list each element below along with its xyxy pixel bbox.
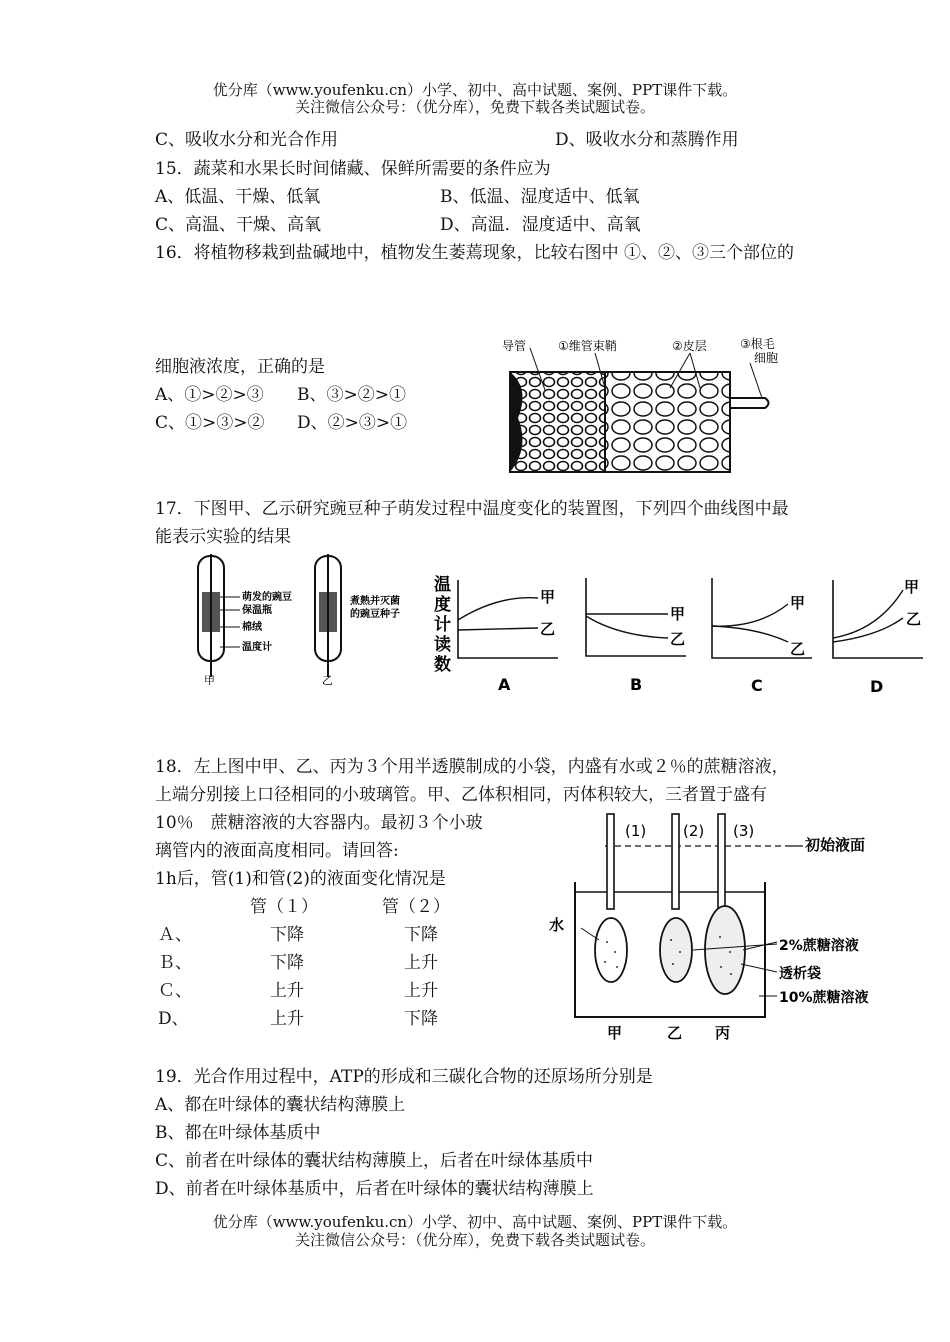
q18-row-a-tube2: 下降 xyxy=(404,925,438,945)
q16-option-d: D、②>③>① xyxy=(297,413,408,433)
temperature-curves-figure xyxy=(428,570,928,700)
label-duct: 导管 xyxy=(502,339,527,353)
graph-d-jia: 甲 xyxy=(904,578,920,596)
q18-row-d-tube1: 上升 xyxy=(270,1009,304,1029)
curve-d-yi xyxy=(833,618,903,642)
label-thermos: 保温瓶 xyxy=(242,605,272,616)
header-line-1: 优分库（www.youfenku.cn）小学、初中、高中试题、案例、PPT课件下载。 xyxy=(212,81,738,99)
root-hair xyxy=(730,398,769,408)
curve-c-jia xyxy=(712,604,788,626)
bag-bing xyxy=(705,906,745,994)
label-bag-bing: 丙 xyxy=(715,1024,731,1042)
graph-d xyxy=(833,578,923,696)
label-water: 水 xyxy=(549,916,565,934)
graph-a-yi: 乙 xyxy=(540,620,556,638)
graph-b-yi: 乙 xyxy=(670,630,686,648)
q19-option-c: C、前者在叶绿体的囊状结构薄膜上，后者在叶绿体基质中 xyxy=(155,1151,594,1171)
q19-stem: 19．光合作用过程中，ATP的形成和三碳化合物的还原场所分别是 xyxy=(155,1067,653,1087)
q19-option-d: D、前者在叶绿体基质中，后者在叶绿体的囊状结构薄膜上 xyxy=(155,1179,594,1199)
label-root-hair-2: 细胞 xyxy=(754,351,779,365)
q15-option-d: D、高温．湿度适中、高氧 xyxy=(440,215,641,235)
q17-stem-1: 17．下图甲、乙示研究豌豆种子萌发过程中温度变化的装置图，下列四个曲线图中最 xyxy=(155,499,789,519)
q15-stem: 15．蔬菜和水果长时间储藏、保鲜所需要的条件应为 xyxy=(155,159,551,179)
graph-d-yi: 乙 xyxy=(906,610,922,628)
flask-yi xyxy=(315,554,341,677)
curve-a-jia xyxy=(458,598,538,620)
graph-a-label: A xyxy=(498,675,511,694)
graph-c-yi: 乙 xyxy=(790,640,806,658)
q18-row-b-tube2: 上升 xyxy=(404,953,438,973)
q18-row-a-opt: Ａ、 xyxy=(158,925,192,945)
graph-b xyxy=(586,578,686,694)
vascular-region xyxy=(510,372,605,472)
q19-option-b: B、都在叶绿体基质中 xyxy=(155,1123,321,1143)
graph-c-label: C xyxy=(751,676,763,695)
q15-option-b: B、低温、湿度适中、低氧 xyxy=(440,187,640,207)
cortex-region xyxy=(605,372,730,472)
q17-stem-2: 能表示实验的结果 xyxy=(155,527,291,547)
footer-line-1: 优分库（www.youfenku.cn）小学、初中、高中试题、案例、PPT课件下载。 xyxy=(212,1213,738,1231)
graph-c xyxy=(712,578,812,695)
graph-d-label: D xyxy=(870,677,884,696)
label-cotton: 棉绒 xyxy=(242,622,262,633)
tube-1 xyxy=(607,814,614,909)
tube-3 xyxy=(718,814,725,909)
bag-yi xyxy=(660,918,692,982)
q19-option-a: A、都在叶绿体的囊状结构薄膜上 xyxy=(155,1095,406,1115)
header-line-2: 关注微信公众号：（优分库），免费下载各类试题试卷。 xyxy=(294,98,655,116)
q18-row-c-opt: Ｃ、 xyxy=(158,981,192,1001)
q18-row-c-tube1: 上升 xyxy=(270,981,304,1001)
label-root-hair-1: ③根毛 xyxy=(740,337,775,351)
label-boiled-2: 的豌豆种子 xyxy=(350,609,400,620)
graph-a xyxy=(458,580,558,694)
tube-2 xyxy=(672,814,679,909)
q16-stem-2: 细胞液浓度，正确的是 xyxy=(155,357,325,377)
q18-stem-2: 上端分别接上口径相同的小玻璃管。甲、乙体积相同，丙体积较大，三者置于盛有 xyxy=(155,785,767,805)
q16-option-c: C、①>③>② xyxy=(155,413,265,433)
label-dialysis-bag: 透析袋 xyxy=(779,966,821,982)
label-boiled-1: 煮熟并灭菌 xyxy=(350,596,400,607)
label-vascular-sheath: ①维管束鞘 xyxy=(558,339,617,353)
q15-option-a: A、低温、干燥、低氧 xyxy=(155,187,321,207)
q18-row-b-opt: Ｂ、 xyxy=(158,953,192,973)
graph-b-label: B xyxy=(630,675,643,694)
label-thermometer: 温度计 xyxy=(242,642,272,653)
q18-col-tube2: 管（２） xyxy=(382,897,450,917)
label-tube-2: (2) xyxy=(683,822,705,840)
ylabel-char-3: 计 xyxy=(434,615,451,635)
curve-d-jia xyxy=(833,590,903,638)
label-germinating-pea: 萌发的豌豆 xyxy=(242,592,292,603)
graph-a-jia: 甲 xyxy=(540,588,556,606)
q16-option-a: A、①>②>③ xyxy=(155,385,264,405)
q14-option-c: C、吸收水分和光合作用 xyxy=(155,130,339,150)
label-cortex: ②皮层 xyxy=(672,339,707,353)
label-bag-yi: 乙 xyxy=(667,1024,683,1042)
flask-jia xyxy=(198,554,224,677)
curve-b-yi xyxy=(586,616,668,638)
ylabel-char-2: 度 xyxy=(434,595,451,615)
q16-option-b: B、③>②>① xyxy=(297,385,406,405)
q18-row-d-opt: D、 xyxy=(158,1009,189,1029)
q18-col-tube1: 管（１） xyxy=(250,897,318,917)
bag-jia xyxy=(595,918,627,982)
q15-option-c: C、高温、干燥、高氧 xyxy=(155,215,322,235)
q16-stem-1: 16．将植物移栽到盐碱地中，植物发生萎蔫现象，比较右图中 ①、②、③三个部位的 xyxy=(155,243,795,263)
ylabel-char-1: 温 xyxy=(434,575,451,595)
graph-c-jia: 甲 xyxy=(790,594,806,612)
q18-row-c-tube2: 上升 xyxy=(404,981,438,1001)
q14-option-d: D、吸收水分和蒸腾作用 xyxy=(555,130,739,150)
curve-c-yi xyxy=(712,626,788,642)
q18-row-b-tube1: 下降 xyxy=(270,953,304,973)
label-tube-1: (1) xyxy=(625,822,647,840)
thermos-apparatus-figure xyxy=(190,552,400,690)
label-tube-3: (3) xyxy=(733,822,755,840)
graph-b-jia: 甲 xyxy=(670,605,686,623)
label-initial-level: 初始液面 xyxy=(805,836,866,854)
q18-row-d-tube2: 下降 xyxy=(404,1009,438,1029)
q18-stem-3: 10％ 蔗糖溶液的大容器内。最初３个小玻 xyxy=(155,813,483,833)
ylabel-char-5: 数 xyxy=(434,655,451,675)
footer-line-2: 关注微信公众号：（优分库），免费下载各类试题试卷。 xyxy=(294,1231,655,1249)
root-cross-section-figure xyxy=(500,328,796,478)
label-flask-jia: 甲 xyxy=(204,674,215,687)
q18-stem-4: 璃管内的液面高度相同。请回答: xyxy=(155,841,399,861)
label-bag-jia: 甲 xyxy=(607,1024,623,1042)
label-sucrose-2: 2%蔗糖溶液 xyxy=(779,938,859,954)
curve-a-yi xyxy=(458,628,538,630)
label-flask-yi: 乙 xyxy=(322,674,333,687)
q18-stem-5: 1h后，管(1)和管(2)的液面变化情况是 xyxy=(155,869,446,889)
osmosis-figure xyxy=(545,812,885,1044)
q18-stem-1: 18．左上图中甲、乙、丙为３个用半透膜制成的小袋，内盛有水或２％的蔗糖溶液， xyxy=(155,757,789,777)
label-sucrose-10: 10%蔗糖溶液 xyxy=(779,990,869,1006)
q18-row-a-tube1: 下降 xyxy=(270,925,304,945)
ylabel-char-4: 读 xyxy=(434,635,451,655)
